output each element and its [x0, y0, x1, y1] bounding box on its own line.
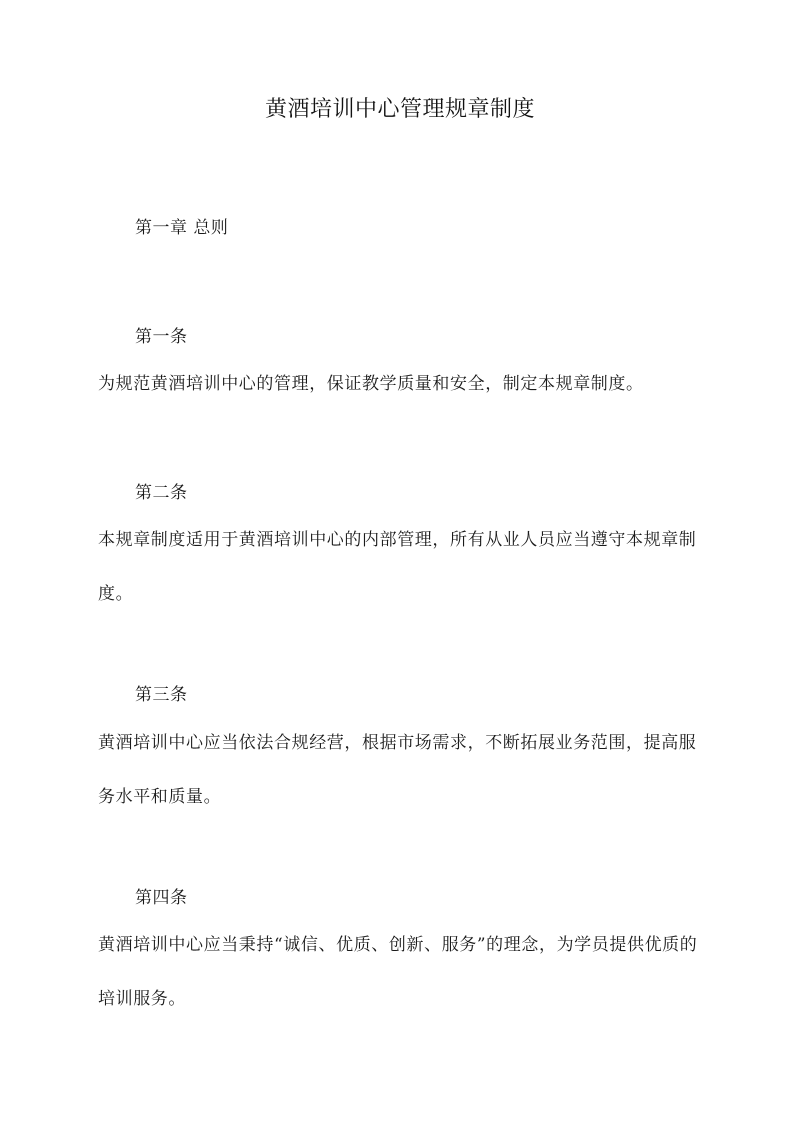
article-2-text: 本规章制度适用于黄酒培训中心的内部管理，所有从业人员应当遵守本规章制度。 [98, 530, 697, 604]
article-3-text: 黄酒培训中心应当依法合规经营，根据市场需求，不断拓展业务范围，提高服务水平和质量。 [98, 733, 697, 807]
chapter-heading: 第一章 总则 [135, 218, 229, 238]
article-2-heading: 第二条 [135, 483, 188, 503]
article-1-text: 为规范黄酒培训中心的管理，保证教学质量和安全，制定本规章制度。 [98, 374, 644, 394]
article-1-heading: 第一条 [135, 327, 188, 347]
article-3-heading: 第三条 [135, 685, 188, 705]
article-4-text: 黄酒培训中心应当秉持“诚信、优质、创新、服务”的理念，为学员提供优质的培训服务。 [98, 935, 698, 1009]
document-title: 黄酒培训中心管理规章制度 [264, 97, 535, 122]
article-4-heading: 第四条 [135, 888, 188, 908]
